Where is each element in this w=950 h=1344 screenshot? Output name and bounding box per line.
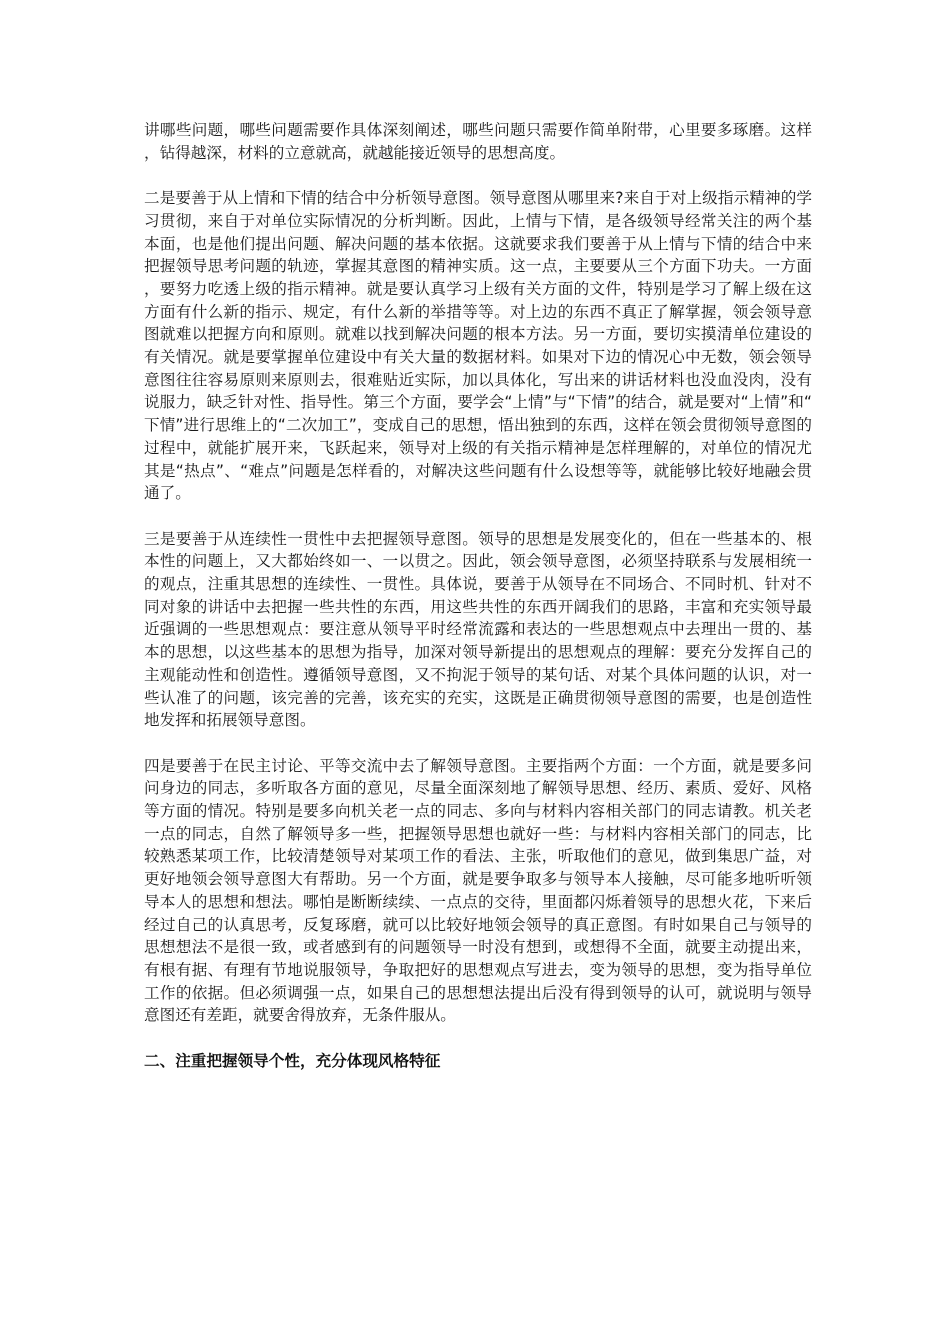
paragraph-point-two: 二是要善于从上情和下情的结合中分析领导意图。领导意图从哪里来?来自于对上级指示精神的学习贯彻，来自于对单位实际情况的分析判断。因此，上情与下情，是各级领导经常关注的两个基本面，也是他们提出问题、解决问题的基本依据。这就要求我们要善于从上情与下情的结合中来把握领导思考问题的轨迹，掌握其意图的精神实质。这一点，主要要从三个方面下功夫。一方面，要努力吃透上级的指示精神。就是要认真学习上级有关方面的文件，特别是学习了解上级在这方面有什么新的指示、规定，有什么新的举措等等。对上边的东西不真正了解掌握，领会领导意图就难以把握方向和原则。就难以找到解决问题的根本方法。另一方面，要切实摸清单位建设的有关情况。就是要掌握单位建设中有关大量的数据材料。如果对下边的情况心中无数，领会领导意图往往容易原则来原则去，很难贴近实际，加以具体化，写出来的讲话材料也没血没肉，没有说服力，缺乏针对性、指导性。第三个方面，要学会“上情”与“下情”的结合，就是要对“上情”和“下情”进行思维上的“二次加工”，变成自己的思想，悟出独到的东西，这样在领会贯彻领导意图的过程中，就能扩展开来，飞跃起来，领导对上级的有关指示精神是怎样理解的，对单位的情况尤其是“热点”、“难点”问题是怎样看的，对解决这些问题有什么设想等等，就能够比较好地融会贯通了。 (144, 189, 812, 503)
paragraph-continuation: 讲哪些问题，哪些问题需要作具体深刻阐述，哪些问题只需要作简单附带，心里要多琢磨。这样，钻得越深，材料的立意就高，就越能接近领导的思想高度。 (144, 121, 812, 162)
paragraph-point-three: 三是要善于从连续性一贯性中去把握领导意图。领导的思想是发展变化的，但在一些基本的、根本性的问题上，又大都始终如一、一以贯之。因此，领会领导意图，必须坚持联系与发展相统一的观点，注重其思想的连续性、一贯性。具体说，要善于从领导在不同场合、不同时机、针对不同对象的讲话中去把握一些共性的东西，用这些共性的东西开阔我们的思路，丰富和充实领导最近强调的一些思想观点：要注意从领导平时经常流露和表达的一些思想观点中去理出一贯的、基本的思想，以这些基本的思想为指导，加深对领导新提出的思想观点的理解：要充分发挥自己的主观能动性和创造性。遵循领导意图，又不拘泥于领导的某句话、对某个具体问题的认识，对一些认准了的问题，该完善的完善，该充实的充实，这既是正确贯彻领导意图的需要，也是创造性地发挥和拓展领导意图。 (144, 529, 812, 730)
document-body (144, 119, 812, 1072)
section-heading: 二、注重把握领导个性，充分体现风格特征 (144, 1051, 441, 1070)
paragraph-point-four: 四是要善于在民主讨论、平等交流中去了解领导意图。主要指两个方面：一个方面，就是要多问问身边的同志，多听取各方面的意见，尽量全面深刻地了解领导思想、经历、素质、爱好、风格等方面的情况。特别是要多向机关老一点的同志、多向与材料内容相关部门的同志请教。机关老一点的同志，自然了解领导多一些，把握领导思想也就好一些：与材料内容相关部门的同志，比较熟悉某项工作，比较清楚领导对某项工作的看法、主张，听取他们的意见，做到集思广益，对更好地领会领导意图大有帮助。另一个方面，就是要争取多与领导本人接触，尽可能多地听听领导本人的思想和想法。哪怕是断断续续、一点点的交待，里面都闪烁着领导的思想火花，下来后经过自己的认真思考，反复琢磨，就可以比较好地领会领导的真正意图。有时如果自己与领导的思想想法不是很一致，或者感到有的问题领导一时没有想到，或想得不全面，就要主动提出来，有根有据、有理有节地说服领导，争取把好的思想观点写进去，变为领导的思想，变为指导单位工作的依据。但必须调强一点，如果自己的思想想法提出后没有得到领导的认可，就说明与领导意图还有差距，就要舍得放弃，无条件服从。 (144, 756, 812, 1025)
